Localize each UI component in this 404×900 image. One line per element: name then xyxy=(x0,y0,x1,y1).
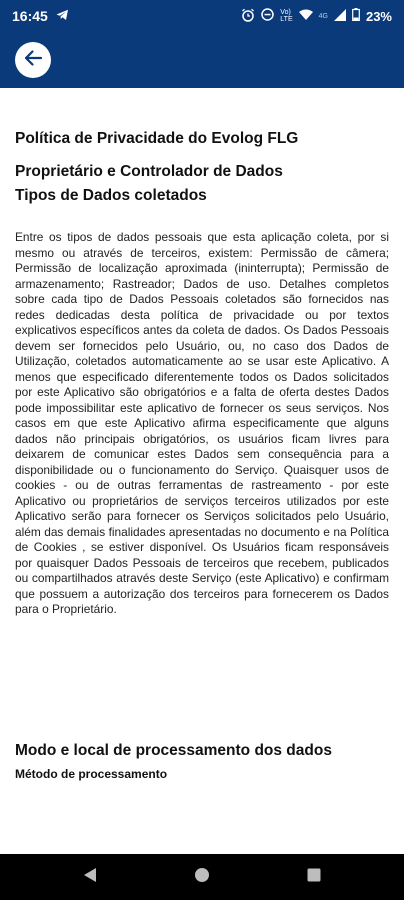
do-not-disturb-icon xyxy=(261,8,274,24)
data-types-heading: Tipos de Dados coletados xyxy=(15,187,207,204)
battery-percent: 23% xyxy=(365,8,392,24)
nav-back-button[interactable] xyxy=(80,867,100,887)
nav-recents-square-icon xyxy=(307,868,321,887)
status-bar xyxy=(0,0,404,32)
owner-heading: Proprietário e Controlador de Dados xyxy=(15,163,283,180)
signal-type-label: 4G xyxy=(318,12,328,20)
data-types-paragraph: Entre os tipos de dados pessoais que esta aplicação coleta, por si mesmo ou através de terceiros, existem: Permissão de câmera; Permissão de localização aproximada (ininterrupta); Permissão de armazenamento; Rastreador; Dados de uso. Detalhes completos sobre cada tipo de Dados Pessoais coletados são fornecidos nas redes dedicadas desta política de privacidade ou por textos explicativos específicos antes da coleta de dados. Os Dados Pessoais devem ser fornecidos pelo Usuário, ou, no caso dos Dados de Utilização, coletados automaticamente ao se usar este Aplicativo. A menos que especificado diferentemente todos os Dados solicitados por este Aplicativo são obrigatórios e a falta de oferta destes Dados pode impossibilitar este aplicativo de fornecer os seus serviços. Nos casos em que este Aplicativo afirma especificamente que alguns dados não principais obrigatórios, os usuários ficam livres para deixarem de comunicar estes Dados sem consequência para a disponibilidade ou o funcionamento do Serviço. Quaisquer usos de cookies - ou de outras ferramentas de rastreamento - por este Aplicativo ou proprietários de serviços terceiros utilizados por este Aplicativo serão para fornecer os Serviços solicitados pelo Usuário, além das demais finalidades apresentadas no documento e na Política de Cookies , se estiver disponível. Os Usuários ficam responsáveis por quaisquer Dados Pessoais de terceiros que recebem, publicados ou compartilhados através deste Serviço (este Aplicativo) e confirmam que possuem a autorização dos terceiros para fornecerem os Dados para o Proprietário. xyxy=(15,230,389,616)
nav-home-circle-icon xyxy=(194,867,210,888)
page-title: Política de Privacidade do Evolog FLG xyxy=(15,130,299,147)
status-right xyxy=(241,8,392,25)
battery-icon xyxy=(352,8,360,24)
processing-method-subheading: Método de processamento xyxy=(15,767,168,781)
system-nav-bar xyxy=(0,854,404,900)
alarm-icon xyxy=(241,8,255,25)
volte-icon xyxy=(280,9,292,23)
back-button[interactable] xyxy=(15,42,51,78)
cell-signal-icon xyxy=(334,9,346,24)
privacy-policy-content[interactable] xyxy=(0,88,404,854)
wifi-icon xyxy=(299,9,313,23)
volte-label-bottom: LTE xyxy=(280,16,293,23)
telegram-icon xyxy=(56,8,69,24)
arrow-left-icon xyxy=(23,48,43,73)
nav-back-triangle-icon xyxy=(83,867,97,888)
nav-recents-button[interactable] xyxy=(304,867,324,887)
app-bar xyxy=(0,32,404,88)
nav-home-button[interactable] xyxy=(192,867,212,887)
status-left xyxy=(12,8,69,24)
processing-mode-heading: Modo e local de processamento dos dados xyxy=(15,742,332,759)
status-time: 16:45 xyxy=(12,8,48,24)
volte-label-top: Vo) xyxy=(280,9,291,16)
